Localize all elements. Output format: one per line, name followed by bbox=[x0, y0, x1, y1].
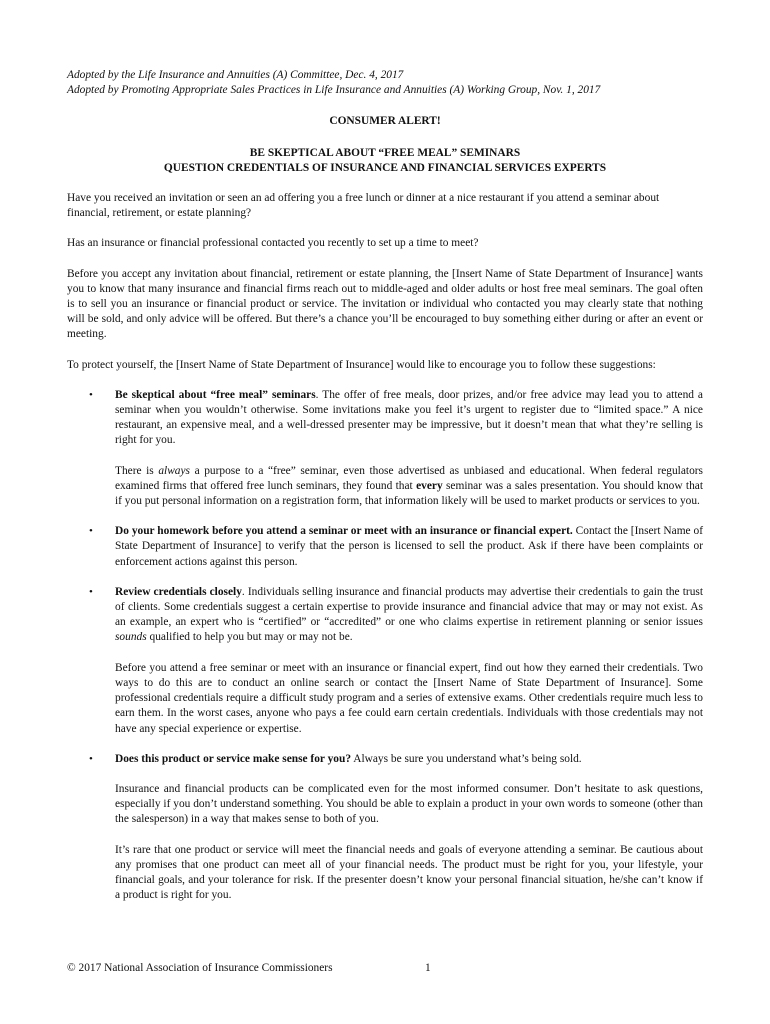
bullet-text: Contact the [Insert Name of State Department of Insurance] to verify that the person is licensed to sell the product. Ask if there have been complaints or enforcement actions against this person. bbox=[115, 525, 703, 568]
bullet-text-a: . Individuals selling insurance and financial products may advertise their credentials to gain the trust of clients. Some credentials suggest a certain expertise to provide insurance and financial advice that may or may not exist. As an example, an expert who is “certified” or “accredited” or one who claims expertise in retirement planning or senior issues bbox=[115, 585, 703, 629]
intro-paragraph-2: Has an insurance or financial professional contacted you recently to set up a time to meet? bbox=[67, 237, 479, 250]
bullet-paragraph bbox=[115, 388, 703, 449]
bullet-icon: • bbox=[89, 388, 93, 401]
headline-line-1: BE SKEPTICAL ABOUT “FREE MEAL” SEMINARS bbox=[249, 146, 521, 159]
headline-line-2: QUESTION CREDENTIALS OF INSURANCE AND FINANCIAL SERVICES EXPERTS bbox=[163, 161, 607, 174]
bullet-subparagraph-2: It’s rare that one product or service will meet the financial needs and goals of everyone attending a seminar. Be cautious about any promises that one product can meet all of your financial needs. The product must be right for you, your lifestyle, your financial goals, and your tolerance for risk. If the presenter doesn’t know your personal financial situation, he/she can’t know if a product is right for you. bbox=[115, 843, 703, 902]
page-number: 1 bbox=[425, 962, 431, 974]
page-footer bbox=[67, 961, 703, 976]
bullet-paragraph bbox=[115, 585, 703, 646]
bullet-subparagraph bbox=[115, 464, 703, 510]
list-item bbox=[67, 388, 703, 509]
sub-text-c: a purpose to a “free” seminar, even those advertised as unbiased and educational. When federal regulators examined firms that offered free lunch seminars, they found that bbox=[115, 464, 703, 492]
intro-paragraph-4: To protect yourself, the [Insert Name of State Department of Insurance] would like to encourage you to follow these suggestions: bbox=[67, 358, 656, 371]
document-page bbox=[67, 68, 703, 903]
bullet-emphasis-sounds: sounds bbox=[115, 631, 147, 644]
bullet-icon: • bbox=[89, 585, 93, 598]
bullet-text: . The offer of free meals, door prizes, and/or free advice may lead you to attend a seminar when you wouldn’t otherwise. Some invitations make you feel it’s urgent to register due to “limited space.” A nice restaurant, an expensive meal, and a well-dressed presenter may be impressive, but it doesn’t mean that what they’re selling is right for you. bbox=[115, 388, 703, 447]
suggestion-list bbox=[67, 388, 703, 903]
list-item bbox=[67, 752, 703, 904]
bullet-text: Always be sure you understand what’s being sold. bbox=[351, 752, 582, 765]
intro-paragraph-3: Before you accept any invitation about financial, retirement or estate planning, the [Insert Name of State Department of Insurance] wants you to know that many insurance and financial firms reach out to middle-aged and older adults or host free meal seminars. The goal often is to sell you an insurance or financial product or service. The invitation or individual who contacted you may clearly state that nothing will be sold, and only advice will be offered. But there’s a chance you’ll be encouraged to buy something either during or after an event or meeting. bbox=[67, 267, 703, 341]
intro-paragraph-1: Have you received an invitation or seen an ad offering you a free lunch or dinner at a nice restaurant if you attend a seminar about financial, retirement, or estate planning? bbox=[67, 192, 660, 220]
bullet-paragraph bbox=[115, 752, 703, 767]
bullet-lead: Be skeptical about “free meal” seminars bbox=[115, 388, 316, 401]
sub-text-e: seminar was a sales presentation. You should know that if you put personal information on a registration form, that information likely will be used to market products or services to you. bbox=[115, 479, 703, 508]
bullet-subparagraph: Before you attend a free seminar or meet with an insurance or financial expert, find out how they earned their credentials. Two ways to do this are to conduct an online search or contact the [Insert Name of State Department of Insurance]. Some professional credentials require a difficult study program and a series of extensive exams. Other credentials require much less to earn them. In the worst cases, anyone who pays a fee could earn certain credentials. Individuals with those credentials may not have any special experience or expertise. bbox=[115, 661, 703, 735]
sub-emphasis-always: always bbox=[158, 464, 190, 477]
bullet-lead: Does this product or service make sense for you? bbox=[115, 752, 352, 765]
bullet-icon: • bbox=[89, 525, 93, 538]
footer-copyright: © 2017 National Association of Insurance Commissioners bbox=[67, 962, 333, 974]
sub-emphasis-every: every bbox=[416, 479, 443, 492]
bullet-icon: • bbox=[89, 752, 93, 765]
adopted-line-2: Adopted by Promoting Appropriate Sales Practices in Life Insurance and Annuities (A) Working Group, Nov. 1, 2017 bbox=[67, 84, 601, 97]
list-item bbox=[67, 524, 703, 570]
list-item bbox=[67, 585, 703, 737]
bullet-paragraph bbox=[115, 524, 703, 570]
bullet-lead: Review credentials closely bbox=[115, 585, 242, 598]
adopted-line-1: Adopted by the Life Insurance and Annuities (A) Committee, Dec. 4, 2017 bbox=[67, 69, 404, 81]
bullet-lead: Do your homework before you attend a seminar or meet with an insurance or financial expert. bbox=[115, 525, 573, 538]
bullet-text-c: qualified to help you but may or may not be. bbox=[146, 631, 353, 644]
bullet-subparagraph-1: Insurance and financial products can be complicated even for the most informed consumer. Don’t hesitate to ask questions, especially if you don’t understand something. You should be able to explain a product in your own words to someone (other than the salesperson) in a way that makes sense to both of you. bbox=[115, 782, 703, 826]
alert-title: CONSUMER ALERT! bbox=[329, 115, 441, 128]
sub-text-a: There is bbox=[115, 464, 159, 477]
headline bbox=[67, 146, 703, 176]
